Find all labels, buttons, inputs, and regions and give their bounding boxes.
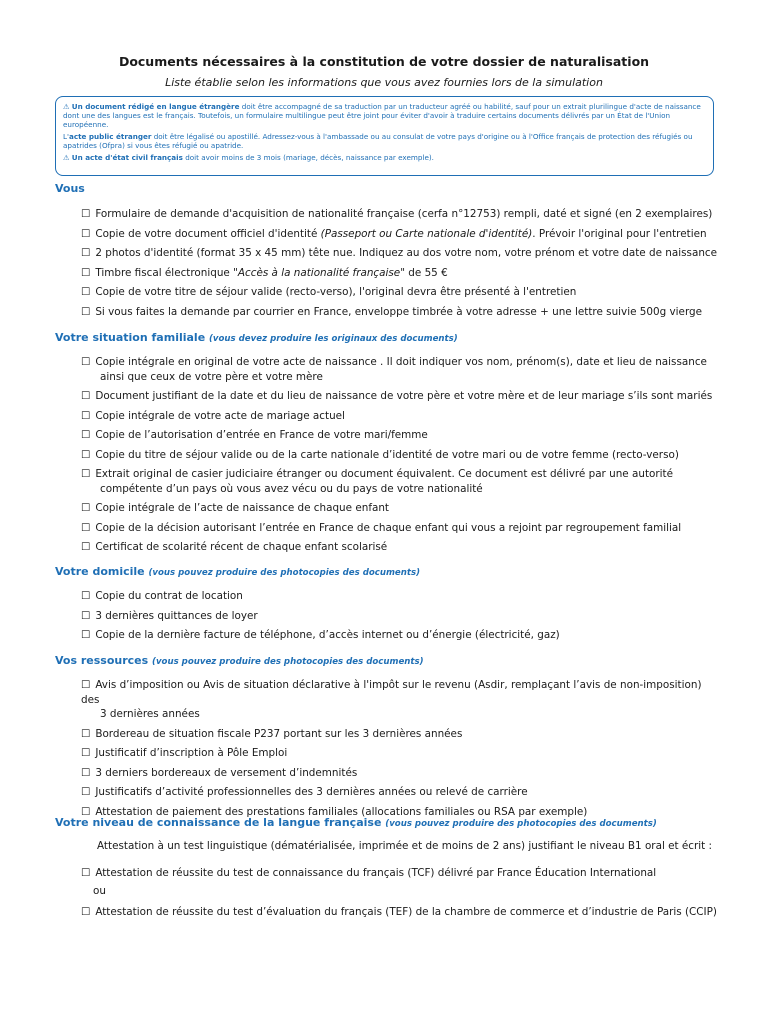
checkbox[interactable]: ☐ xyxy=(81,305,91,318)
checkbox[interactable]: ☐ xyxy=(81,208,91,220)
warning-icon: ⚠ xyxy=(63,153,70,163)
list-item: ☐ Si vous faites la demande par courrier en France, enveloppe timbrée à votre adresse + une lettre suivie 500g vierge xyxy=(81,305,703,318)
list-item: ☐ 3 derniers bordereaux de versement d’indemnités xyxy=(81,766,358,779)
checkbox[interactable]: ☐ xyxy=(81,390,91,402)
checkbox[interactable]: ☐ xyxy=(81,286,91,298)
list-ressources xyxy=(81,678,721,819)
list-item: ☐ Copie de votre titre de séjour valide (recto-verso), l'original devra être présenté à l'entretien xyxy=(81,286,577,298)
checkbox[interactable]: ☐ xyxy=(81,906,91,918)
list-item: ☐ Attestation de paiement des prestations familiales (allocations familiales ou RSA par exemple) xyxy=(81,805,588,818)
warning-icon: ⚠ xyxy=(63,102,70,111)
list-item: ☐ Copie intégrale de l’acte de naissance de chaque enfant xyxy=(81,502,390,514)
list-item: ☐ Copie de l’autorisation d’entrée en France de votre mari/femme xyxy=(81,429,428,441)
list-item: ☐ Copie intégrale en original de votre acte de naissance . Il doit indiquer vos nom, prénom(s), date et lieu de naissance ainsi que ceux de votre père et votre mère xyxy=(81,356,707,383)
list-item: ☐ Copie de la décision autorisant l’entrée en France de chaque enfant qui vous a rejoint par regroupement familial xyxy=(81,521,682,534)
or-separator: ou xyxy=(93,885,106,897)
checkbox[interactable]: ☐ xyxy=(81,502,91,514)
section-title-vous: Vous xyxy=(55,182,85,195)
checkbox[interactable]: ☐ xyxy=(81,867,91,879)
checkbox[interactable]: ☐ xyxy=(81,247,91,259)
section-title-ressources: Vos ressources (vous pouvez produire des photocopies des documents) xyxy=(55,654,424,667)
notice-foreign-language: ⚠ Un document rédigé en langue étrangère doit être accompagné de sa traduction par un traducteur agréé ou habilité, sauf pour un extrait plurilingue d'acte de naissance dont une des langues est le français. Toutefois, un formulaire multilingue peut être joint pour éviter d'avoir à traduire certains documents délivrés par un État de l'Union européenne. xyxy=(63,102,701,130)
checkbox[interactable]: ☐ xyxy=(81,805,91,818)
page-title: Documents nécessaires à la constitution de votre dossier de naturalisation xyxy=(118,54,650,69)
list-item: ☐ Copie intégrale de votre acte de mariage actuel xyxy=(81,409,345,422)
checkbox[interactable]: ☐ xyxy=(81,227,91,240)
language-test-intro: Attestation à un test linguistique (dématérialisée, imprimée et de moins de 2 ans) justifiant le niveau B1 oral et écrit : xyxy=(97,840,713,852)
list-langue-2 xyxy=(81,905,721,920)
list-item: ☐ Extrait original de casier judiciaire étranger ou document équivalent. Ce document est délivré par une autorité compétente d’un pays où vous avez vécu ou du pays de votre nationalité xyxy=(81,468,674,495)
list-item: ☐ Copie du titre de séjour valide ou de la carte nationale d’identité de votre mari ou de votre femme (recto-verso) xyxy=(81,448,679,461)
list-item: ☐ 2 photos d'identité (format 35 x 45 mm) tête nue. Indiquez au dos votre nom, votre prénom et votre date de naissance xyxy=(81,247,718,259)
list-famille xyxy=(81,355,721,555)
notice-public-act: L'acte public étranger doit être légalisé ou apostillé. Adressez-vous à l'ambassade ou au consulat de votre pays d'origine ou à l'Office français de protection des réfugiés ou apatrides (Ofpra) si vous êtes réfugié ou apatride. xyxy=(63,132,693,151)
checkbox[interactable]: ☐ xyxy=(81,429,91,441)
list-langue-1 xyxy=(81,866,721,881)
list-item: ☐ Justificatifs d’activité professionnelles des 3 dernières années ou relevé de carrière xyxy=(81,786,528,798)
page-subtitle: Liste établie selon les informations que vous avez fournies lors de la simulation xyxy=(165,76,603,89)
list-item: ☐ Justificatif d’inscription à Pôle Emploi xyxy=(81,747,288,759)
list-item: ☐ Attestation de réussite du test de connaissance du français (TCF) délivré par France Éducation International xyxy=(81,867,657,879)
list-item: ☐ 3 dernières quittances de loyer xyxy=(81,609,258,622)
list-item: ☐ Avis d’imposition ou Avis de situation déclarative à l'impôt sur le revenu (Asdir, remplaçant l’avis de non-imposition) des 3 dernières années xyxy=(81,679,702,720)
checkbox[interactable]: ☐ xyxy=(81,356,91,368)
checkbox[interactable]: ☐ xyxy=(81,468,91,480)
checkbox[interactable]: ☐ xyxy=(81,609,91,622)
list-item: ☐ Document justifiant de la date et du lieu de naissance de votre père et votre mère et de leur mariage s’ils sont mariés xyxy=(81,390,713,402)
list-item: ☐ Copie de la dernière facture de téléphone, d’accès internet ou d’énergie (électricité, gaz) xyxy=(81,629,560,641)
list-item: ☐ Copie de votre document officiel d'identité (Passeport ou Carte nationale d'identité). Prévoir l'original pour l'entretien xyxy=(81,227,707,240)
list-item: ☐ Timbre fiscal électronique "Accès à la nationalité française" de 55 € xyxy=(81,266,448,279)
checkbox[interactable]: ☐ xyxy=(81,629,91,641)
list-item: ☐ Formulaire de demande d'acquisition de nationalité française (cerfa n°12753) rempli, daté et signé (en 2 exemplaires) xyxy=(81,208,713,220)
checkbox[interactable]: ☐ xyxy=(81,727,91,740)
list-vous xyxy=(81,207,721,319)
checkbox[interactable]: ☐ xyxy=(81,679,91,691)
checkbox[interactable]: ☐ xyxy=(81,590,91,602)
list-item: ☐ Attestation de réussite du test d’évaluation du français (TEF) de la chambre de commerce et d’industrie de Paris (CCIP) xyxy=(81,906,717,918)
checkbox[interactable]: ☐ xyxy=(81,766,91,779)
checkbox[interactable]: ☐ xyxy=(81,448,91,461)
list-item: ☐ Copie du contrat de location xyxy=(81,590,243,602)
list-domicile xyxy=(81,589,721,643)
section-title-langue: Votre niveau de connaissance de la langue française (vous pouvez produire des photocopies des documents) xyxy=(55,816,657,829)
notice-civil-status: ⚠ Un acte d'état civil français doit avoir moins de 3 mois (mariage, décès, naissance par exemple). xyxy=(63,153,434,163)
checkbox[interactable]: ☐ xyxy=(81,266,91,279)
checkbox[interactable]: ☐ xyxy=(81,786,91,798)
checkbox[interactable]: ☐ xyxy=(81,409,91,422)
checkbox[interactable]: ☐ xyxy=(81,541,91,553)
checkbox[interactable]: ☐ xyxy=(81,521,91,534)
checkbox[interactable]: ☐ xyxy=(81,747,91,759)
translation-notice-box xyxy=(55,96,714,176)
section-title-domicile: Votre domicile (vous pouvez produire des photocopies des documents) xyxy=(55,565,421,578)
list-item: ☐ Certificat de scolarité récent de chaque enfant scolarisé xyxy=(81,541,388,553)
section-title-famille: Votre situation familiale (vous devez produire les originaux des documents) xyxy=(55,331,458,344)
list-item: ☐ Bordereau de situation fiscale P237 portant sur les 3 dernières années xyxy=(81,727,463,740)
